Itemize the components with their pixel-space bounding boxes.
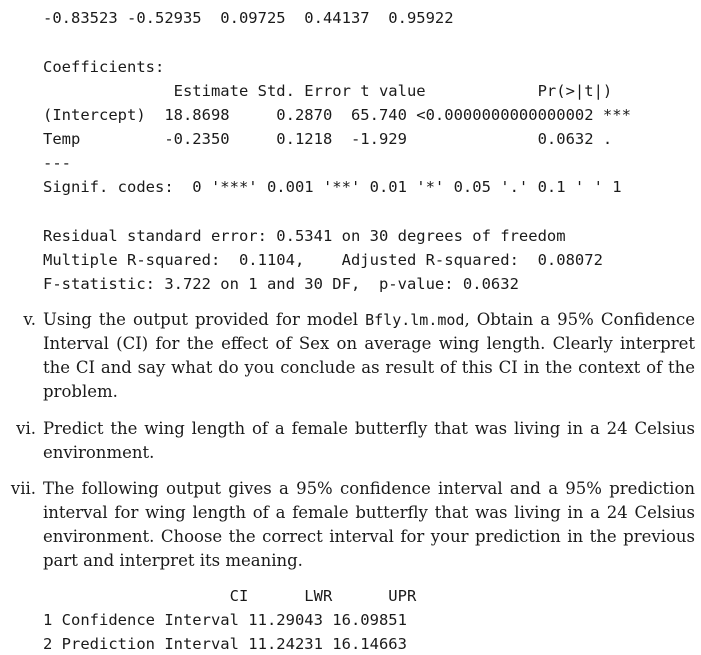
question-number: vi. (16, 419, 36, 438)
question-text: Predict the wing length of a female butterfly that was living in a 24 Celsius environment. (43, 419, 695, 462)
question-vii (0, 477, 701, 573)
f-statistic-line: F-statistic: 3.722 on 1 and 30 DF, p-value: 0.0632 (43, 275, 519, 293)
model-name-code: Bfly.lm.mod (365, 311, 465, 329)
question-text: Using the output provided for model Bfly.lm.mod, Obtain a 95% Confidence Interval (CI) for the effect of Sex on average wing length. Clearly interpret the CI and say what do you conclude as result of this CI in the context of the problem. (43, 310, 695, 401)
question-text: The following output gives a 95% confidence interval and a 95% prediction interval for wing length of a female butterfly that was living in a 24 Celsius environment. Choose the correct interval for your prediction in the previous part and interpret its meaning. (43, 479, 695, 570)
separator-line: --- (43, 154, 71, 172)
question-number: vii. (10, 479, 36, 498)
interval-row-prediction: 2 Prediction Interval 11.24231 16.14663 (43, 635, 407, 653)
coefficients-label: Coefficients: (43, 58, 165, 76)
residual-standard-error: Residual standard error: 0.5341 on 30 degrees of freedom (43, 227, 566, 245)
coef-row-temp: Temp -0.2350 0.1218 -1.929 0.0632 . (43, 130, 631, 148)
question-v (0, 308, 701, 404)
question-number: v. (23, 310, 36, 329)
interval-table-header: CI LWR UPR (43, 587, 417, 605)
coef-table-header: Estimate Std. Error t value Pr(>|t|) (43, 82, 650, 100)
signif-codes: Signif. codes: 0 '***' 0.001 '**' 0.01 '*' 0.05 '.' 0.1 ' ' 1 (43, 178, 622, 196)
question-vi (0, 417, 701, 465)
interval-row-confidence: 1 Confidence Interval 11.29043 16.09851 (43, 611, 407, 629)
residual-quantiles: -0.83523 -0.52935 0.09725 0.44137 0.95922 (43, 9, 454, 27)
coef-row-intercept: (Intercept) 18.8698 0.2870 65.740 <0.0000000000000002 *** (43, 106, 631, 124)
r-squared-line: Multiple R-squared: 0.1104, Adjusted R-squared: 0.08072 (43, 251, 603, 269)
